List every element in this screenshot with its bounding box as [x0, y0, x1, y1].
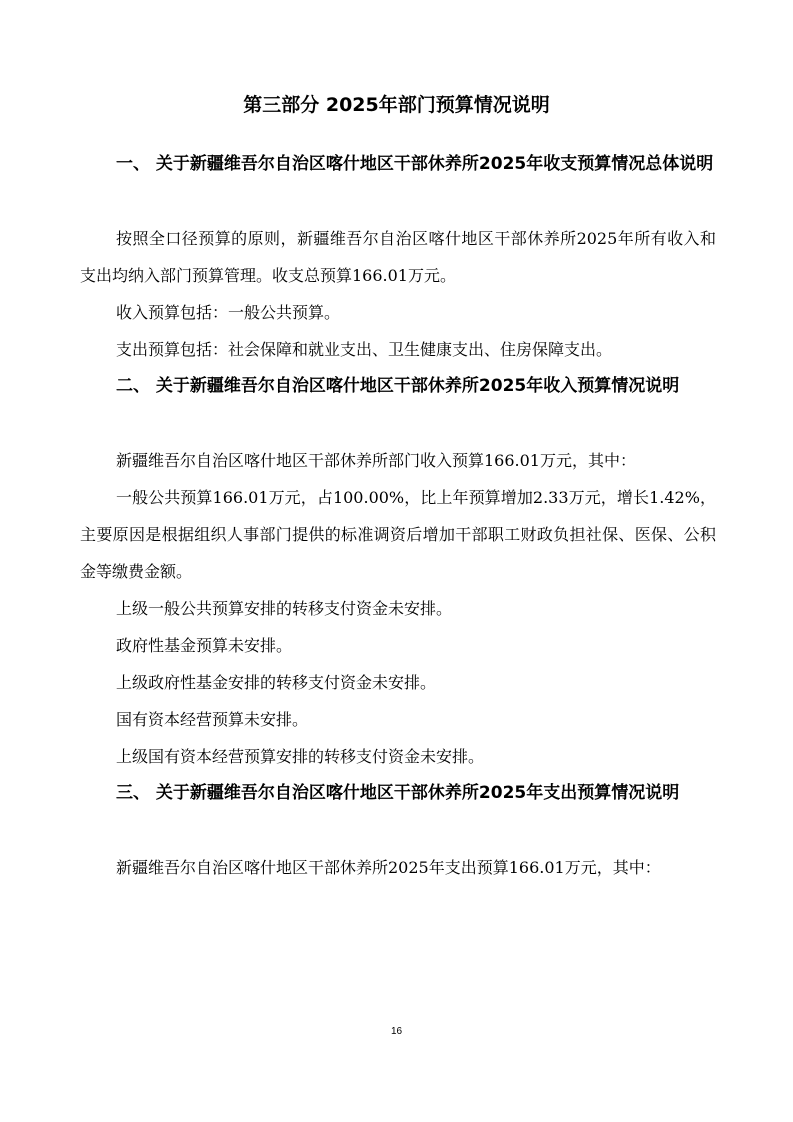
section-2-paragraph-4: 政府性基金预算未安排。 [116, 636, 293, 655]
section-2-heading: 二、 关于新疆维吾尔自治区喀什地区干部休养所2025年收入预算情况说明 [116, 376, 680, 396]
section-2-paragraph-3: 上级一般公共预算安排的转移支付资金未安排。 [116, 599, 453, 618]
section-2-paragraph-5: 上级政府性基金安排的转移支付资金未安排。 [116, 673, 437, 692]
section-1-paragraph-3: 支出预算包括：社会保障和就业支出、卫生健康支出、住房保障支出。 [116, 340, 613, 359]
section-2-paragraph-1: 新疆维吾尔自治区喀什地区干部休养所部门收入预算166.01万元，其中： [116, 451, 636, 470]
section-3-heading: 三、 关于新疆维吾尔自治区喀什地区干部休养所2025年支出预算情况说明 [116, 783, 680, 803]
section-1-paragraph-2: 收入预算包括：一般公共预算。 [116, 303, 341, 322]
section-2-paragraph-7: 上级国有资本经营预算安排的转移支付资金未安排。 [116, 747, 485, 766]
section-3-paragraph-1: 新疆维吾尔自治区喀什地区干部休养所2025年支出预算166.01万元，其中： [116, 858, 661, 877]
page-number: 16 [390, 1026, 403, 1037]
section-2-paragraph-6: 国有资本经营预算未安排。 [116, 710, 309, 729]
section-2-paragraph-2: 一般公共预算166.01万元，占100.00%，比上年预算增加2.33万元，增长1.42%，主要原因是根据组织人事部门提供的标准调资后增加干部职工财政负担社保、医保、公积金等缴费金额。 [80, 488, 716, 581]
page-title: 第三部分 2025年部门预算情况说明 [243, 94, 550, 116]
section-1-heading: 一、 关于新疆维吾尔自治区喀什地区干部休养所2025年收支预算情况总体说明 [116, 154, 714, 174]
section-1-paragraph-1: 按照全口径预算的原则，新疆维吾尔自治区喀什地区干部休养所2025年所有收入和支出均纳入部门预算管理。收支总预算166.01万元。 [80, 229, 716, 285]
